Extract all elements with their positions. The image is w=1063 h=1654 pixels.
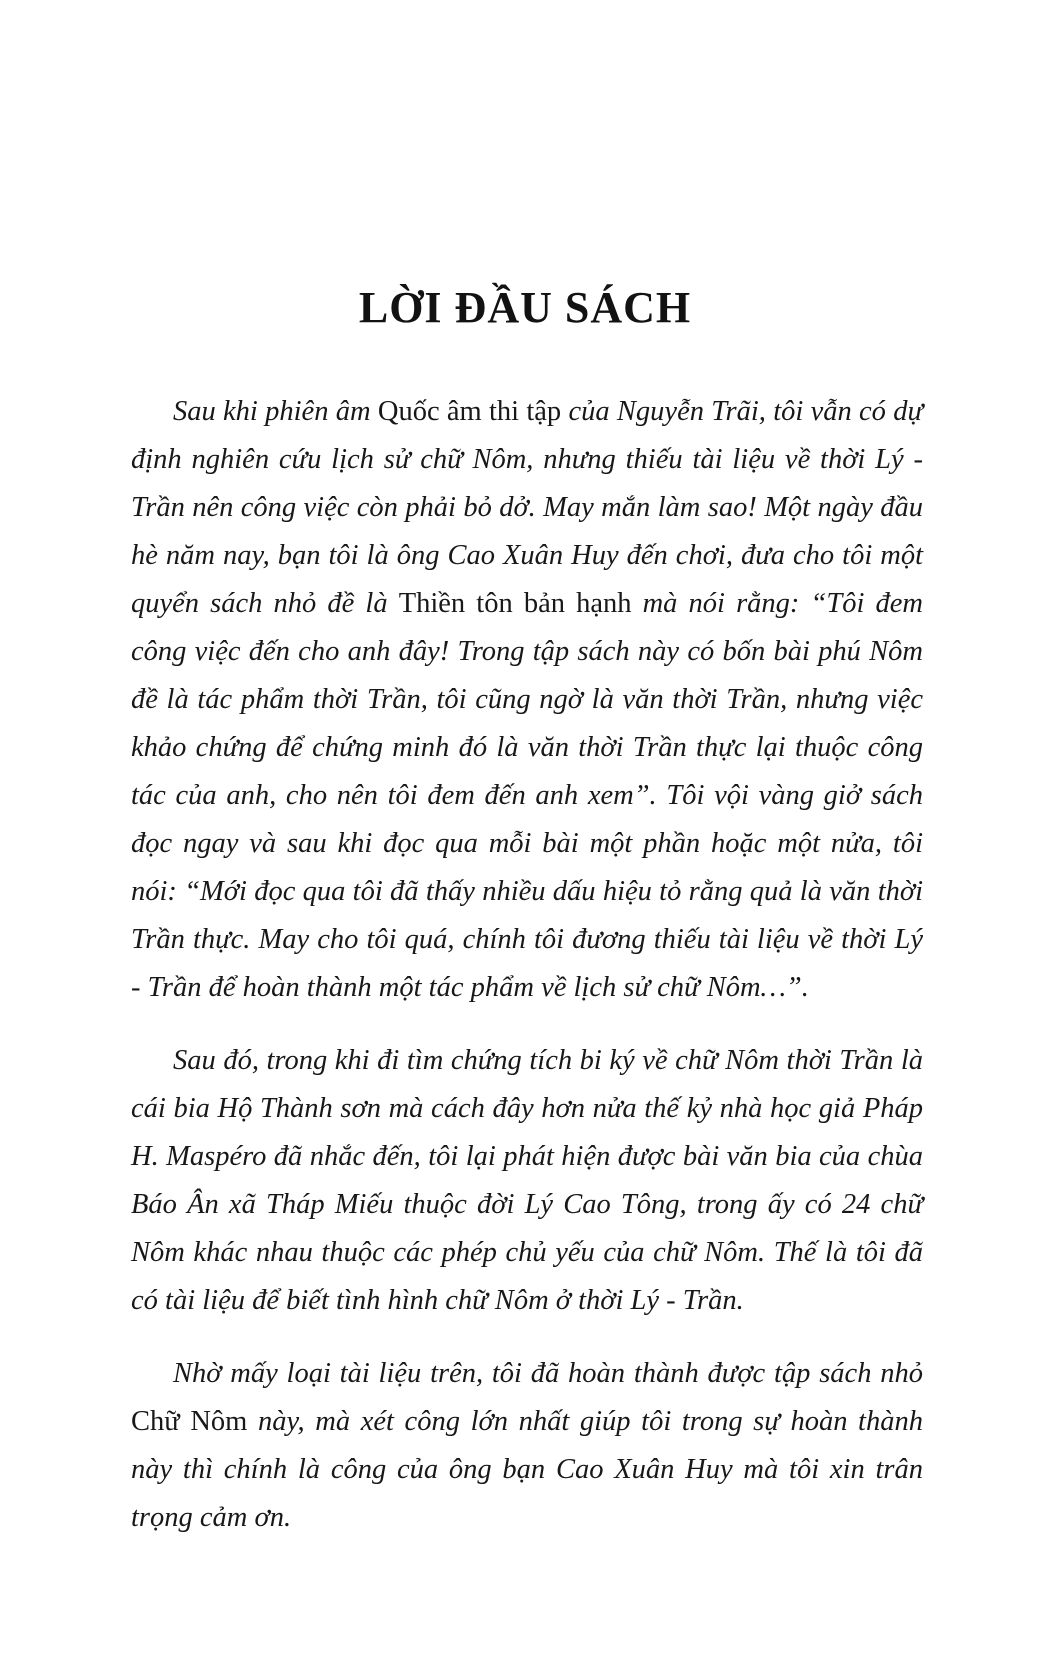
body-paragraph [131,1350,923,1542]
page-title: LỜI ĐẦU SÁCH [358,283,692,332]
text-run: Nhờ mấy loại tài liệu trên, tôi đã hoàn thành được tập sách nhỏ [173,1358,923,1389]
text-run: này, mà xét công lớn nhất giúp tôi trong sự hoàn thành này thì chính là công của ông bạn Cao Xuân Huy mà tôi xin trân trọng cảm ơn. [131,1406,923,1533]
book-title-run: Quốc âm thi tập [377,396,562,427]
text-run: Sau khi phiên âm [173,396,378,427]
body-text [131,388,923,1567]
text-run: Sau đó, trong khi đi tìm chứng tích bi ký về chữ Nôm thời Trần là cái bia Hộ Thành sơn mà cách đây hơn nửa thế kỷ nhà học giả Pháp H. Maspéro đã nhắc đến, tôi lại phát hiện được bài văn bia của chùa Báo Ân xã Tháp Miếu thuộc đời Lý Cao Tông, trong ấy có 24 chữ Nôm khác nhau thuộc các phép chủ yếu của chữ Nôm. Thế là tôi đã có tài liệu để biết tình hình chữ Nôm ở thời Lý - Trần. [131,1045,923,1316]
text-run: của Nguyễn Trãi, tôi vẫn có dự định nghiên cứu lịch sử chữ Nôm, nhưng thiếu tài liệu về thời Lý - Trần nên công việc còn phải bỏ dở. May mắn làm sao! Một ngày đầu hè năm nay, bạn tôi là ông Cao Xuân Huy đến chơi, đưa cho tôi một quyển sách nhỏ đề là [131,396,923,619]
text-run: mà nói rằng: “Tôi đem công việc đến cho anh đây! Trong tập sách này có bốn bài phú Nôm đề là tác phẩm thời Trần, tôi cũng ngờ là văn thời Trần, nhưng việc khảo chứng để chứng minh đó là văn thời Trần thực lại thuộc công tác của anh, cho nên tôi đem đến anh xem”. Tôi vội vàng giở sách đọc ngay và sau khi đọc qua mỗi bài một phần hoặc một nửa, tôi nói: “Mới đọc qua tôi đã thấy nhiều dấu hiệu tỏ rằng quả là văn thời Trần thực. May cho tôi quá, chính tôi đương thiếu tài liệu về thời Lý - Trần để hoàn thành một tác phẩm về lịch sử chữ Nôm…”. [131,588,923,1003]
book-title-run: Thiền tôn bản hạnh [398,588,632,619]
book-title-run: Chữ Nôm [131,1406,248,1437]
body-paragraph [131,388,923,1012]
body-paragraph [131,1037,923,1325]
